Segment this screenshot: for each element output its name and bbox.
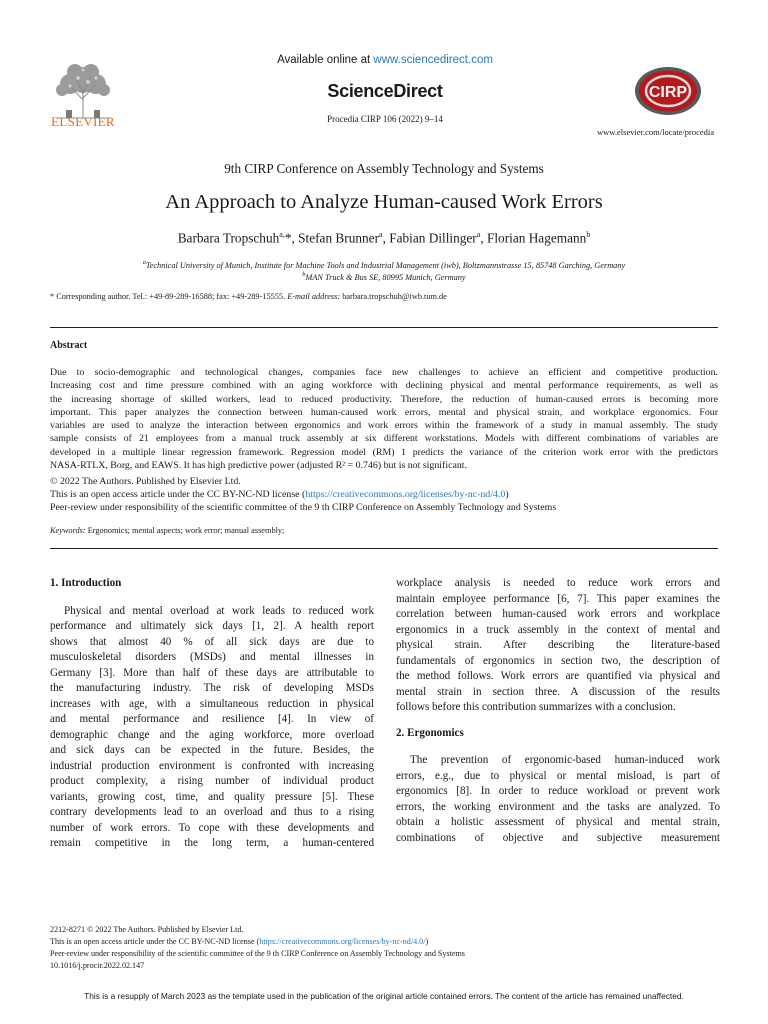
peer-review-line: Peer-review under responsibility of the scientific committee of the 9 th CIRP Conference on Assembly Technology and Systems [50, 502, 557, 513]
body-line: errors, e.g., due to physical or mental misload, is part of [396, 769, 720, 782]
abstract-body [50, 366, 718, 472]
author-affil-mark: a [476, 230, 481, 239]
body-line: Germany [3]. More than half of these days are attributable to [50, 666, 374, 679]
introduction-paragraph [50, 604, 374, 852]
footer-license-suffix: ) [425, 937, 429, 946]
body-line: industrial production environment is confronted with increasing [50, 759, 374, 772]
author-separator: , [480, 230, 487, 246]
body-line: contrary developments lead to an overload and thus to a rising [50, 806, 374, 818]
email-address[interactable]: barbara.tropschuh@iwb.tum.de [340, 292, 447, 301]
body-line: variants, growing cost, time, and quality pressure [5]. These [50, 790, 374, 803]
elsevier-wordmark: ELSEVIER [51, 114, 115, 129]
corresponding-author [50, 292, 718, 301]
affiliation-b [50, 272, 718, 282]
paper-title: An Approach to Analyze Human-caused Work Errors [165, 191, 603, 213]
abstract-line: important. This paper analyzes the connection between human-caused work errors, mental and physical strain, and workplace ergonomics. Four [50, 406, 718, 418]
abstract-line: the increasing shortage of skilled workers, lead to reduced productivity. Therefore, the reduction of human-caused errors is becoming more [50, 393, 718, 405]
body-line: correlation between human-caused work errors and workplace [396, 608, 720, 620]
body-line: number of work errors. To cope with these developments and [50, 821, 374, 834]
abstract-line: NASA-RTLX, Borg, and EAWS. It has high predictive power (adjusted R² = 0.746) but is not significant. [50, 460, 467, 472]
introduction-continuation [396, 576, 720, 716]
footer-issn: 2212-8271 © 2022 The Authors. Published by Elsevier Ltd. [50, 925, 244, 934]
abstract-line: sample consists of 21 employees from a manual truck assembly at six different workstations. Models with different combinations of variables are [50, 433, 718, 445]
resupply-note: This is a resupply of March 2023 as the template used in the publication of the original article contained errors. The content of the article has remained unaffected. [84, 991, 684, 1001]
author-name: Stefan Brunner [298, 230, 379, 246]
body-line: ergonomics [8]. In order to reduce workload or prevent work [396, 785, 720, 797]
license-link[interactable]: https://creativecommons.org/licenses/by-nc-nd/4.0 [305, 489, 506, 500]
license-suffix: ) [505, 489, 509, 500]
body-line: combinations of objective and subjective measurement [396, 831, 720, 844]
availability-prefix: Available online at [277, 54, 374, 66]
body-line: errors, the working environment and the tasks are analyzed. To [396, 800, 720, 813]
body-line: increases with age, with a simultaneous reduction in physical [50, 697, 374, 710]
corresponding-text: * Corresponding author. Tel.: +49-89-289-16588; fax: +49-289-15555. [50, 292, 288, 301]
abstract-line: variables are used to analyze the interaction between ergonomics and work errors within the framework of a study in manual assembly. The study [50, 420, 718, 432]
body-line: obtain a holistic assessment of physical and mental strain, [396, 816, 720, 828]
section-heading-introduction: 1. Introduction [50, 577, 122, 589]
cirp-logo-text: CIRP [648, 84, 688, 101]
ergonomics-paragraph [396, 753, 720, 846]
copyright-line: © 2022 The Authors. Published by Elsevier Ltd. [50, 476, 241, 487]
affiliation-text: Technical University of Munich, Institute for Machine Tools and Industrial Management (iwb), Boltzmannstrasse 15, 85748 Garching, Germany [145, 260, 626, 270]
cirp-logo [633, 66, 703, 116]
body-line: Physical and mental overload at work leads to reduced work [64, 604, 374, 617]
journal-url[interactable]: www.elsevier.com/locate/procedia [597, 127, 714, 137]
abstract-line: Increasing cost and time pressure combined with an aging workforce with declining physical and mental performance requirements, as well as [50, 380, 718, 392]
section-heading-ergonomics: 2. Ergonomics [396, 726, 464, 739]
author-name: Fabian Dillinger [389, 230, 477, 246]
affiliation-mark: b [302, 272, 306, 278]
body-line: The prevention of ergonomic-based human-induced work [410, 754, 720, 766]
author-affil-mark: a, [279, 230, 285, 239]
body-line: remain competitive in the long term, a human-centered [50, 837, 374, 849]
footer-peer-review: Peer-review under responsibility of the scientific committee of the 9 th CIRP Conference on Assembly Technology and Systems [50, 949, 465, 958]
footer-license-prefix: This is an open access article under the CC BY-NC-ND license ( [50, 937, 260, 946]
sciencedirect-brand: ScienceDirect [327, 81, 443, 101]
body-line: fundamentals of ergonomics in section two, the description of [396, 654, 720, 667]
body-line: musculoskeletal disorders (MSDs) and mental illnesses in [50, 651, 374, 663]
body-line: the manufacturing industry. The risk of developing MSDs [50, 682, 374, 694]
footer-license [50, 937, 718, 946]
license-line [50, 489, 718, 500]
body-line: shows that almost 40 % of all sick days are due to [50, 635, 374, 648]
body-line: and mental performance and resilience [4]. In view of [50, 713, 374, 725]
body-line: and sick days can be expected in the future. Besides, the [50, 744, 374, 756]
body-line: physical strain. After describing the literature-based [396, 639, 720, 651]
email-label: E-mail address: [287, 292, 341, 301]
author-separator: , [382, 230, 390, 246]
license-prefix: This is an open access article under the CC BY-NC-ND license ( [50, 489, 306, 500]
footer-doi[interactable]: 10.1016/j.procir.2022.02.147 [50, 961, 145, 970]
divider-top [50, 327, 718, 328]
affiliation-a [50, 260, 718, 270]
keywords-line [50, 526, 284, 535]
body-line: mental strain in section three. A discussion of the results [396, 685, 720, 698]
right-column [396, 576, 720, 846]
affiliation-mark: a [142, 260, 146, 266]
abstract-line: Due to socio-demographic and technological changes, companies face new challenges to achieve an efficient and competitive production. [50, 367, 718, 378]
body-line: performance and ultimately sick days [1, 2]. A health report [50, 620, 374, 632]
body-line: the method follows. Work errors are quantified via physical and [396, 670, 720, 682]
journal-reference: Procedia CIRP 106 (2022) 9–14 [327, 114, 443, 124]
author-list [50, 230, 718, 246]
conference-name: 9th CIRP Conference on Assembly Technology and Systems [224, 161, 544, 176]
affiliation-text: MAN Truck & Bus SE, 80995 Munich, Germany [305, 272, 466, 282]
author-name: Barbara Tropschuh [177, 230, 280, 246]
body-line: demographic change and the aging workforce, more overload [50, 728, 374, 741]
divider-bottom [50, 548, 718, 549]
body-line: follows before this contribution summarizes with a conclusion. [396, 701, 676, 713]
body-line: workplace analysis is needed to reduce work errors and [396, 577, 720, 589]
left-column [50, 576, 374, 852]
abstract-line: developed in a multiple linear regression framework. Regression model (RM) 1 predicts the variance of the criterion work error with the predictors [50, 446, 718, 458]
keywords-text: Ergonomics; mental aspects; work error; manual assembly; [85, 526, 285, 535]
sciencedirect-link[interactable]: www.sciencedirect.com [373, 54, 493, 66]
author-affil-mark: a [379, 230, 383, 239]
body-line: ergonomics in a truck assembly in the context of mental and [396, 623, 720, 636]
footer-license-link[interactable]: https://creativecommons.org/licenses/by-nc-nd/4.0/ [259, 937, 426, 946]
author-separator: *, [284, 230, 299, 246]
body-line: maintain employee performance [6, 7]. This paper examines the [396, 592, 720, 605]
keywords-label: Keywords: [50, 526, 86, 535]
availability-line [240, 54, 530, 66]
author-affil-mark: b [586, 230, 591, 239]
author-name: Florian Hagemann [486, 230, 587, 246]
body-line: product complexity, a rising number of individual product [50, 775, 374, 787]
abstract-heading: Abstract [50, 340, 88, 351]
